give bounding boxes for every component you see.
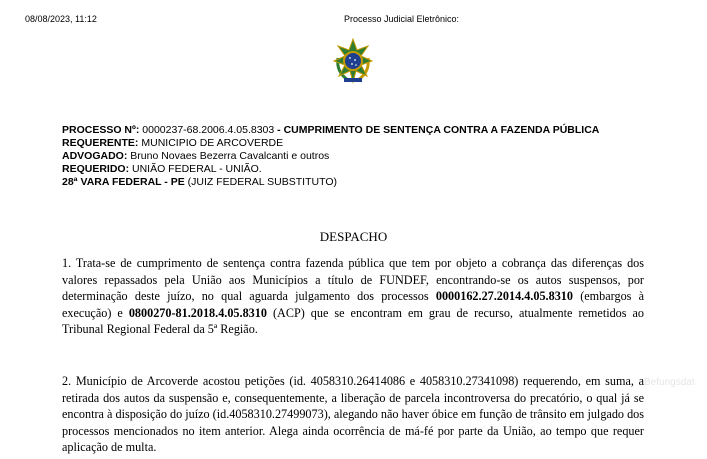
paragraph-2	[62, 373, 644, 456]
paragraph-1	[62, 255, 644, 338]
vara-label: 28ª VARA FEDERAL - PE	[62, 176, 185, 188]
requerente-label: REQUERENTE:	[62, 137, 139, 149]
paragraph-1-text-3: (ACP) que se encontram em grau de recurso, atualmente remetidos ao Tribunal Regional Federal da 5ª Região.	[62, 305, 645, 336]
processo-label: PROCESSO Nº:	[62, 124, 140, 136]
vara-line	[62, 176, 599, 189]
advogado-value: Bruno Novaes Bezerra Cavalcanti e outros	[130, 150, 330, 162]
page-header-title: Processo Judicial Eletrônico:	[344, 14, 460, 24]
requerente-line	[62, 137, 599, 150]
process-number-a: 0000162.27.2014.4.05.8310	[435, 289, 573, 303]
requerido-value: UNIÃO FEDERAL - UNIÃO.	[132, 163, 262, 175]
process-number-b: 0800270-81.2018.4.05.8310	[128, 305, 267, 320]
processo-number: 0000237-68.2006.4.05.8303	[142, 124, 275, 136]
document-title: DESPACHO	[319, 229, 388, 244]
processo-line	[62, 124, 599, 137]
requerido-label: REQUERIDO:	[62, 163, 130, 175]
requerido-line	[62, 163, 599, 176]
vara-value: (JUIZ FEDERAL SUBSTITUTO)	[187, 176, 337, 188]
requerente-value: MUNICIPIO DE ARCOVERDE	[141, 137, 284, 149]
brazil-coat-of-arms-icon	[330, 38, 376, 84]
watermark: Befungsdat	[644, 377, 695, 388]
advogado-line	[62, 150, 599, 163]
advogado-label: ADVOGADO:	[62, 150, 128, 162]
paragraph-1-text-2: (embargos à execução) e	[62, 289, 645, 320]
processo-class: - CUMPRIMENTO DE SENTENÇA CONTRA A FAZENDA PÚBLICA	[277, 124, 600, 136]
paragraph-1-text: 1. Trata-se de cumprimento de sentença contra fazenda pública que tem por objeto a cobrança das diferenças dos valores repassados pela União aos Municípios a título de FUNDEF, encontrando-se os autos suspensos, por determinação deste juízo, no qual aguarda julgamento dos processos	[62, 256, 644, 303]
print-datetime: 08/08/2023, 11:12	[25, 14, 97, 24]
case-header	[62, 124, 599, 189]
paragraph-2-text: 2. Município de Arcoverde acostou petições (id. 4058310.26414086 e 4058310.27341098) requerendo, em suma, a retirada dos autos da suspensão e, consequentemente, a liberação de parcela incontroversa do precatório, o qual já se encontra à disposição do juízo (id.4058310.27499073), alegando não haver óbice em função de trânsito em julgado dos processos mencionados no item anterior. Alega ainda ocorrência de má-fé por parte da União, ao tempo que requer aplicação de multa.	[62, 374, 644, 454]
